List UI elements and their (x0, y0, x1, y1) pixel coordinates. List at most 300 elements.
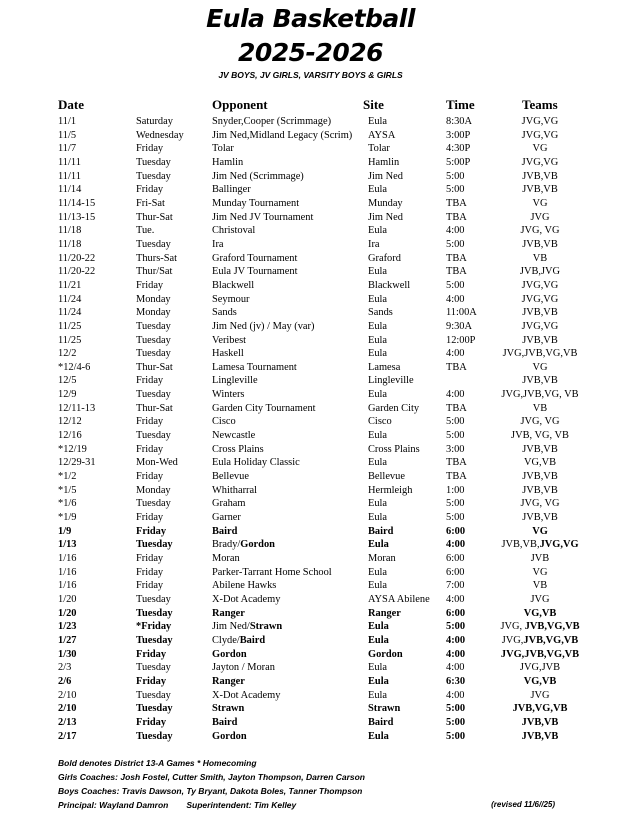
game-day: Friday (136, 553, 164, 564)
game-day: Monday (136, 307, 171, 319)
game-day: Tuesday (136, 634, 173, 646)
game-opponent: Ranger (212, 607, 245, 619)
game-opponent: Jim Ned (jv) / May (var) (212, 320, 315, 332)
game-opponent: Jim Ned/Strawn (212, 621, 283, 633)
game-date: 12/2 (58, 348, 77, 360)
game-date: 2/6 (58, 675, 72, 687)
game-day: Thur-Sat (136, 402, 173, 414)
table-row (0, 415, 621, 429)
table-row (0, 525, 621, 539)
game-day: Thur/Sat (136, 266, 173, 278)
game-site: Eula (368, 293, 388, 305)
game-time: 5:00P (446, 156, 471, 168)
game-time: 5:00 (446, 703, 466, 715)
game-site: Eula (368, 320, 388, 332)
game-site: Moran (368, 553, 396, 564)
game-day: Tuesday (136, 430, 171, 442)
game-opponent: Lamesa Tournament (212, 361, 297, 373)
game-site: Eula (368, 730, 389, 742)
game-day: Friday (136, 648, 167, 660)
district-teams: JVB,VG,VB (524, 621, 580, 633)
game-site: Eula (368, 512, 388, 524)
table-row (0, 388, 621, 402)
game-site: Blackwell (368, 279, 411, 291)
game-time: 4:00 (446, 593, 465, 605)
legend-note: Bold denotes District 13-A Games * Homecoming (58, 758, 257, 768)
game-site: Hamlin (368, 156, 400, 168)
game-time: 5:00 (446, 170, 465, 182)
superintendent: Superintendent: Tim Kelley (186, 800, 297, 810)
game-teams: JVB,VG,VB (512, 703, 568, 715)
game-teams: JVG,VG (521, 116, 559, 127)
game-opponent: Gordon (212, 648, 247, 660)
game-day: Friday (136, 416, 164, 428)
game-time: 6:00 (446, 525, 466, 537)
district-teams: JVG,VG (539, 539, 579, 551)
game-site: Cross Plains (368, 443, 420, 455)
game-day: Tuesday (136, 348, 171, 360)
game-date: 1/20 (58, 607, 77, 619)
table-row (0, 156, 621, 170)
game-date: 1/9 (58, 525, 72, 537)
game-site: Ira (368, 238, 380, 250)
game-site: Bellevue (368, 471, 405, 483)
game-date: 1/27 (58, 634, 77, 646)
table-row (0, 497, 621, 511)
season-title: 2025-2026 (237, 38, 384, 67)
game-teams: VG,VB (523, 457, 557, 469)
game-site: Garden City (368, 402, 420, 414)
table-row (0, 334, 621, 348)
game-time: 5:00 (446, 238, 465, 250)
table-row (0, 320, 621, 334)
game-date: *1/9 (58, 512, 77, 524)
game-teams: VG (532, 525, 548, 537)
game-teams: JVG,VG (521, 129, 559, 141)
table-row (0, 374, 621, 388)
game-date: 11/11 (58, 170, 81, 182)
game-time: 3:00 (446, 443, 465, 455)
girls-coaches: Girls Coaches: Josh Fostel, Cutter Smith, Jayton Thompson, Darren Carson (58, 772, 366, 782)
table-row (0, 306, 621, 320)
game-site: Jim Ned (368, 211, 403, 223)
table-row (0, 648, 621, 662)
game-day: Friday (136, 580, 164, 592)
table-row (0, 730, 621, 744)
game-opponent: Gordon (212, 730, 247, 742)
district-opponent: Strawn (249, 621, 283, 633)
game-opponent: Ira (212, 238, 224, 250)
game-site: Eula (368, 116, 388, 127)
game-date: 1/23 (58, 621, 77, 633)
game-opponent: Jayton / Moran (212, 662, 275, 674)
game-opponent: Cisco (212, 416, 236, 428)
game-day: Tuesday (136, 156, 171, 168)
table-row (0, 252, 621, 266)
table-row (0, 429, 621, 443)
game-time: TBA (446, 197, 467, 209)
table-row (0, 661, 621, 675)
principal: Principal: Wayland Damron (58, 800, 169, 810)
game-site: Eula (368, 348, 388, 360)
game-date: *12/4-6 (58, 361, 91, 373)
game-site: Lamesa (368, 361, 401, 373)
table-row (0, 566, 621, 580)
game-date: 11/20-22 (58, 266, 96, 278)
game-site: Eula (368, 675, 389, 687)
game-day: Tue. (136, 225, 155, 237)
game-opponent: Haskell (212, 348, 244, 360)
game-opponent: Moran (212, 553, 240, 564)
game-teams: JVB,VB (522, 238, 558, 250)
game-day: Friday (136, 471, 164, 483)
game-teams: VB (532, 580, 548, 592)
game-time: 6:30 (446, 675, 466, 687)
game-teams: JVB,JVG (519, 266, 561, 278)
game-teams: JVB,VB (521, 730, 559, 742)
game-teams: JVG, VG (520, 498, 560, 510)
game-time: TBA (446, 211, 467, 223)
game-day: Tuesday (136, 498, 171, 510)
game-teams: VG,VB (523, 607, 557, 619)
game-day: Tuesday (136, 689, 171, 701)
game-date: 12/16 (58, 430, 82, 442)
table-row (0, 511, 621, 525)
game-teams: JVB (530, 553, 550, 564)
game-teams: JVG,JVB (519, 662, 561, 674)
game-day: Friday (136, 525, 167, 537)
game-time: 4:00 (446, 689, 465, 701)
game-time: TBA (446, 457, 467, 469)
game-site: Eula (368, 580, 388, 592)
game-site: Eula (368, 389, 388, 401)
column-header-teams: Teams (522, 97, 558, 112)
game-site: Jim Ned (368, 170, 403, 182)
game-date: 1/30 (58, 648, 77, 660)
game-date: 1/13 (58, 539, 77, 551)
game-day: Friday (136, 675, 167, 687)
game-teams: JVG,VG (521, 293, 559, 305)
game-teams: JVB,VB (522, 375, 558, 387)
game-teams: JVB,VB (522, 184, 558, 196)
game-site: Baird (368, 716, 394, 728)
table-row (0, 402, 621, 416)
teams-subtitle: JV BOYS, JV GIRLS, VARSITY BOYS & GIRLS (218, 70, 403, 80)
game-day: Fri-Sat (136, 197, 165, 209)
game-time: 5:00 (446, 416, 465, 428)
game-opponent: X-Dot Academy (212, 689, 281, 701)
game-opponent: Graham (212, 498, 246, 510)
game-time: 3:00P (446, 129, 471, 141)
game-day: Friday (136, 716, 167, 728)
game-site: Tolar (368, 143, 390, 155)
game-date: 2/10 (58, 703, 77, 715)
game-date: 1/16 (58, 566, 77, 578)
table-row (0, 170, 621, 184)
game-site: Cisco (368, 416, 392, 428)
game-time: 5:00 (446, 184, 465, 196)
game-day: Friday (136, 512, 164, 524)
game-site: Eula (368, 266, 388, 278)
game-date: 12/29-31 (58, 457, 96, 469)
game-time: 6:00 (446, 566, 465, 578)
game-opponent: Seymour (212, 293, 250, 305)
game-date: 12/5 (58, 375, 77, 387)
game-date: 11/1 (58, 116, 77, 127)
game-site: Munday (368, 197, 403, 209)
game-day: Friday (136, 443, 164, 455)
game-time: 7:00 (446, 580, 465, 592)
game-site: Eula (368, 634, 389, 646)
game-date: 11/24 (58, 307, 82, 319)
game-site: Eula (368, 184, 388, 196)
game-date: 11/11 (58, 156, 81, 168)
game-site: Hermleigh (368, 484, 413, 496)
game-site: Gordon (368, 648, 403, 660)
game-day: Thurs-Sat (136, 252, 177, 264)
game-time: 4:00 (446, 389, 465, 401)
game-date: 12/12 (58, 416, 82, 428)
game-opponent: Ballinger (212, 184, 251, 196)
game-day: Saturday (136, 116, 173, 127)
table-row (0, 197, 621, 211)
game-day: Friday (136, 279, 164, 291)
game-date: 12/9 (58, 389, 77, 401)
game-date: 11/24 (58, 293, 82, 305)
game-opponent: Garner (212, 512, 241, 524)
game-time: 5:00 (446, 512, 465, 524)
game-day: Friday (136, 566, 164, 578)
game-site: AYSA Abilene (368, 593, 430, 605)
district-teams: JVB,VG,VB (523, 634, 579, 646)
game-time: TBA (446, 361, 467, 373)
game-day: Tuesday (136, 662, 171, 674)
game-day: Tuesday (136, 320, 171, 332)
administration-line (58, 800, 296, 810)
table-row (0, 183, 621, 197)
game-teams: VB (532, 402, 548, 414)
table-row (0, 552, 621, 566)
game-teams: JVB,VB (522, 484, 558, 496)
game-day: Friday (136, 375, 164, 387)
game-day: Tuesday (136, 389, 171, 401)
game-opponent: Blackwell (212, 279, 255, 291)
game-site: Eula (368, 662, 388, 674)
game-day: Friday (136, 143, 164, 155)
district-opponent: Gordon (240, 539, 275, 551)
game-opponent: Munday Tournament (212, 197, 300, 209)
game-date: 2/13 (58, 716, 77, 728)
game-opponent: Tolar (212, 143, 234, 155)
game-teams: JVG,VG (521, 156, 559, 168)
table-row (0, 347, 621, 361)
game-date: 2/3 (58, 662, 72, 674)
game-date: 1/16 (58, 553, 77, 564)
game-teams: JVG,JVB,VG,VB (501, 634, 579, 646)
game-teams: JVB,VB (522, 334, 558, 346)
game-teams: VG (532, 361, 548, 373)
game-teams: JVB, VG, VB (511, 430, 569, 442)
table-row (0, 538, 621, 552)
game-time: 5:00 (446, 621, 466, 633)
game-opponent: Winters (212, 389, 245, 401)
game-site: Eula (368, 539, 389, 551)
game-site: AYSA (368, 129, 396, 141)
game-date: 2/10 (58, 689, 77, 701)
game-site: Eula (368, 334, 388, 346)
game-day: Tuesday (136, 238, 171, 250)
game-teams: VG (532, 566, 548, 578)
game-day: Tuesday (136, 334, 171, 346)
table-row (0, 689, 621, 703)
table-row (0, 443, 621, 457)
schedule-table (0, 115, 621, 743)
game-time: 12:00P (446, 334, 476, 346)
game-teams: JVG (530, 689, 550, 701)
game-teams: JVB,VB (522, 307, 558, 319)
game-opponent: Brady/Gordon (212, 539, 275, 551)
game-teams: JVB,VB,JVG,VG (501, 539, 579, 551)
game-site: Eula (368, 621, 389, 633)
table-row (0, 224, 621, 238)
game-day: Tuesday (136, 170, 171, 182)
game-teams: JVG, JVB,VG,VB (500, 621, 580, 633)
game-opponent: Hamlin (212, 156, 244, 168)
table-row (0, 620, 621, 634)
game-opponent: Snyder,Cooper (Scrimmage) (212, 116, 332, 127)
game-time: 4:00 (446, 225, 465, 237)
table-row (0, 579, 621, 593)
game-time: 5:00 (446, 498, 465, 510)
game-time: 1:00 (446, 484, 465, 496)
table-row (0, 593, 621, 607)
game-day: Wednesday (136, 129, 184, 141)
game-opponent: Eula JV Tournament (212, 266, 298, 278)
table-row (0, 293, 621, 307)
game-teams: JVG, VG (520, 416, 560, 428)
table-row (0, 211, 621, 225)
game-opponent: Bellevue (212, 471, 249, 483)
game-day: Friday (136, 184, 164, 196)
game-teams: VG (532, 143, 548, 155)
table-row (0, 702, 621, 716)
game-date: *1/5 (58, 484, 77, 496)
game-teams: JVG, VG (520, 225, 560, 237)
table-row (0, 361, 621, 375)
game-opponent: Abilene Hawks (212, 580, 277, 592)
game-time: 6:00 (446, 607, 466, 619)
game-teams: JVB,VB (522, 512, 558, 524)
game-site: Lingleville (368, 375, 414, 387)
game-day: *Friday (136, 621, 172, 633)
game-date: 2/17 (58, 730, 77, 742)
game-site: Strawn (368, 703, 401, 715)
table-row (0, 265, 621, 279)
game-date: 11/14-15 (58, 197, 96, 209)
game-teams: VB (532, 252, 548, 264)
game-date: *1/2 (58, 471, 77, 483)
game-opponent: X-Dot Academy (212, 593, 281, 605)
game-teams: JVB,VB (522, 170, 558, 182)
game-date: 11/13-15 (58, 211, 96, 223)
game-site: Eula (368, 566, 388, 578)
game-site: Graford (368, 252, 401, 264)
table-row (0, 115, 621, 129)
table-row (0, 716, 621, 730)
game-teams: JVB,VB (522, 443, 558, 455)
table-row (0, 470, 621, 484)
game-opponent: Jim Ned,Midland Legacy (Scrim) (212, 129, 353, 141)
district-opponent: Baird (239, 634, 266, 646)
game-time: 5:00 (446, 279, 465, 291)
game-date: 11/25 (58, 320, 82, 332)
game-date: 11/14 (58, 184, 82, 196)
game-time: 5:00 (446, 730, 466, 742)
game-site: Eula (368, 457, 388, 469)
game-day: Tuesday (136, 607, 173, 619)
game-day: Tuesday (136, 703, 173, 715)
table-row (0, 142, 621, 156)
game-opponent: Baird (212, 716, 238, 728)
table-row (0, 607, 621, 621)
table-row (0, 238, 621, 252)
game-opponent: Baird (212, 525, 238, 537)
table-row (0, 129, 621, 143)
game-opponent: Jim Ned JV Tournament (212, 211, 314, 223)
game-time: 5:00 (446, 716, 466, 728)
game-teams: JVB,VB (521, 716, 559, 728)
game-date: 11/7 (58, 143, 77, 155)
game-date: 12/11-13 (58, 402, 96, 414)
game-teams: JVG,VG (521, 320, 559, 332)
game-site: Eula (368, 225, 388, 237)
game-day: Mon-Wed (136, 457, 178, 469)
game-opponent: Parker-Tarrant Home School (212, 566, 332, 578)
game-opponent: Veribest (212, 334, 247, 346)
column-header-site: Site (363, 97, 384, 112)
table-row (0, 675, 621, 689)
game-day: Tuesday (136, 539, 173, 551)
game-teams: JVG,VG (521, 279, 559, 291)
game-teams: VG (532, 197, 548, 209)
game-date: 1/16 (58, 580, 77, 592)
game-site: Ranger (368, 607, 401, 619)
game-teams: VG,VB (523, 675, 557, 687)
game-time: 9:30A (446, 320, 472, 332)
game-opponent: Eula Holiday Classic (212, 457, 300, 469)
game-day: Thur-Sat (136, 211, 173, 223)
game-day: Tuesday (136, 730, 173, 742)
game-time: 11:00A (446, 307, 477, 319)
game-site: Sands (368, 307, 393, 319)
game-day: Tuesday (136, 593, 171, 605)
table-row (0, 279, 621, 293)
game-day: Monday (136, 293, 171, 305)
game-time: TBA (446, 252, 467, 264)
game-opponent: Jim Ned (Scrimmage) (212, 170, 304, 182)
game-time: 4:00 (446, 539, 466, 551)
game-opponent: Newcastle (212, 430, 256, 442)
game-site: Eula (368, 498, 388, 510)
game-opponent: Lingleville (212, 375, 258, 387)
game-time: 4:00 (446, 662, 465, 674)
game-date: 11/18 (58, 225, 82, 237)
game-day: Thur-Sat (136, 361, 173, 373)
game-date: *1/6 (58, 498, 77, 510)
game-teams: JVB,VB (522, 471, 558, 483)
column-header-opponent: Opponent (212, 97, 268, 112)
game-time: 5:00 (446, 430, 465, 442)
